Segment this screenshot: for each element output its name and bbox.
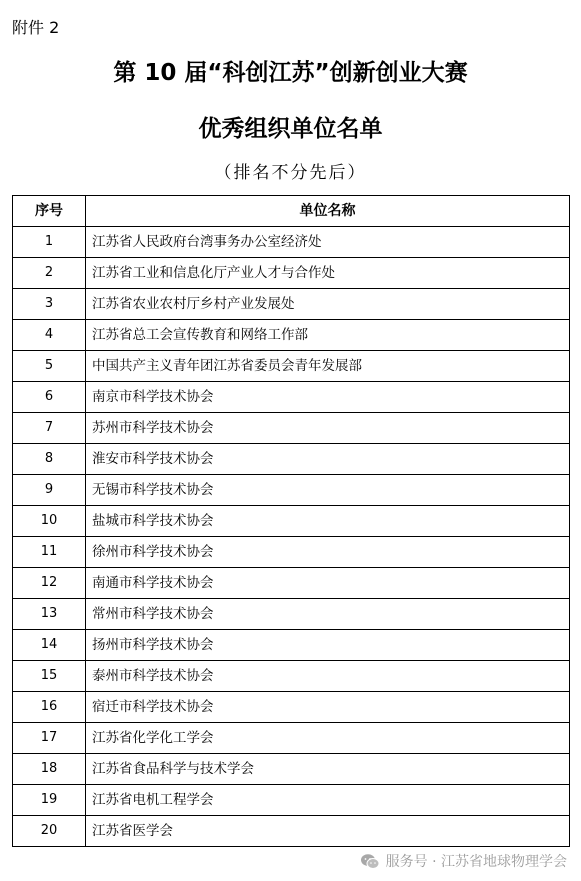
table-row — [13, 351, 570, 382]
unit-name: 江苏省化学化工学会 — [86, 723, 570, 754]
unit-name: 苏州市科学技术协会 — [86, 413, 570, 444]
table-row — [13, 506, 570, 537]
table-row — [13, 320, 570, 351]
column-header-unit-name: 单位名称 — [86, 196, 570, 227]
table-row — [13, 754, 570, 785]
table-row — [13, 599, 570, 630]
unit-name: 扬州市科学技术协会 — [86, 630, 570, 661]
unit-name: 江苏省医学会 — [86, 816, 570, 847]
unit-name: 宿迁市科学技术协会 — [86, 692, 570, 723]
row-number: 17 — [13, 723, 86, 754]
column-header-number: 序号 — [13, 196, 86, 227]
table-row — [13, 816, 570, 847]
row-number: 2 — [13, 258, 86, 289]
organization-table — [12, 195, 570, 847]
unit-name: 中国共产主义青年团江苏省委员会青年发展部 — [86, 351, 570, 382]
unit-name: 江苏省工业和信息化厅产业人才与合作处 — [86, 258, 570, 289]
table-row — [13, 413, 570, 444]
row-number: 11 — [13, 537, 86, 568]
table-row — [13, 568, 570, 599]
unit-name: 江苏省总工会宣传教育和网络工作部 — [86, 320, 570, 351]
row-number: 1 — [13, 227, 86, 258]
row-number: 13 — [13, 599, 86, 630]
unit-name: 南京市科学技术协会 — [86, 382, 570, 413]
row-number: 20 — [13, 816, 86, 847]
table-row — [13, 289, 570, 320]
row-number: 7 — [13, 413, 86, 444]
row-number: 6 — [13, 382, 86, 413]
unit-name: 盐城市科学技术协会 — [86, 506, 570, 537]
row-number: 14 — [13, 630, 86, 661]
table-row — [13, 661, 570, 692]
row-number: 3 — [13, 289, 86, 320]
row-number: 19 — [13, 785, 86, 816]
wechat-icon — [360, 853, 380, 870]
unit-name: 无锡市科学技术协会 — [86, 475, 570, 506]
row-number: 16 — [13, 692, 86, 723]
table-row — [13, 630, 570, 661]
watermark — [360, 851, 567, 871]
table-row — [13, 475, 570, 506]
unit-name: 南通市科学技术协会 — [86, 568, 570, 599]
row-number: 15 — [13, 661, 86, 692]
row-number: 8 — [13, 444, 86, 475]
row-number: 9 — [13, 475, 86, 506]
row-number: 4 — [13, 320, 86, 351]
table-row — [13, 785, 570, 816]
unit-name: 江苏省电机工程学会 — [86, 785, 570, 816]
table-body — [13, 227, 570, 847]
table-row — [13, 537, 570, 568]
table-row — [13, 382, 570, 413]
table-row — [13, 692, 570, 723]
attachment-label: 附件 2 — [12, 18, 60, 37]
unit-name: 常州市科学技术协会 — [86, 599, 570, 630]
table-row — [13, 444, 570, 475]
row-number: 12 — [13, 568, 86, 599]
unit-name: 徐州市科学技术协会 — [86, 537, 570, 568]
row-number: 18 — [13, 754, 86, 785]
page-subtitle: （排名不分先后） — [214, 163, 367, 183]
table-row — [13, 227, 570, 258]
table-header-row — [13, 196, 570, 227]
unit-name: 淮安市科学技术协会 — [86, 444, 570, 475]
table-row — [13, 723, 570, 754]
row-number: 10 — [13, 506, 86, 537]
table-row — [13, 258, 570, 289]
unit-name: 江苏省农业农村厅乡村产业发展处 — [86, 289, 570, 320]
watermark-text: 服务号 · 江苏省地球物理学会 — [385, 854, 567, 870]
row-number: 5 — [13, 351, 86, 382]
page-title: 第 10 届“科创江苏”创新创业大赛 — [113, 60, 468, 86]
unit-name: 江苏省人民政府台湾事务办公室经济处 — [86, 227, 570, 258]
page-title-line2: 优秀组织单位名单 — [198, 116, 383, 142]
unit-name: 江苏省食品科学与技术学会 — [86, 754, 570, 785]
unit-name: 泰州市科学技术协会 — [86, 661, 570, 692]
